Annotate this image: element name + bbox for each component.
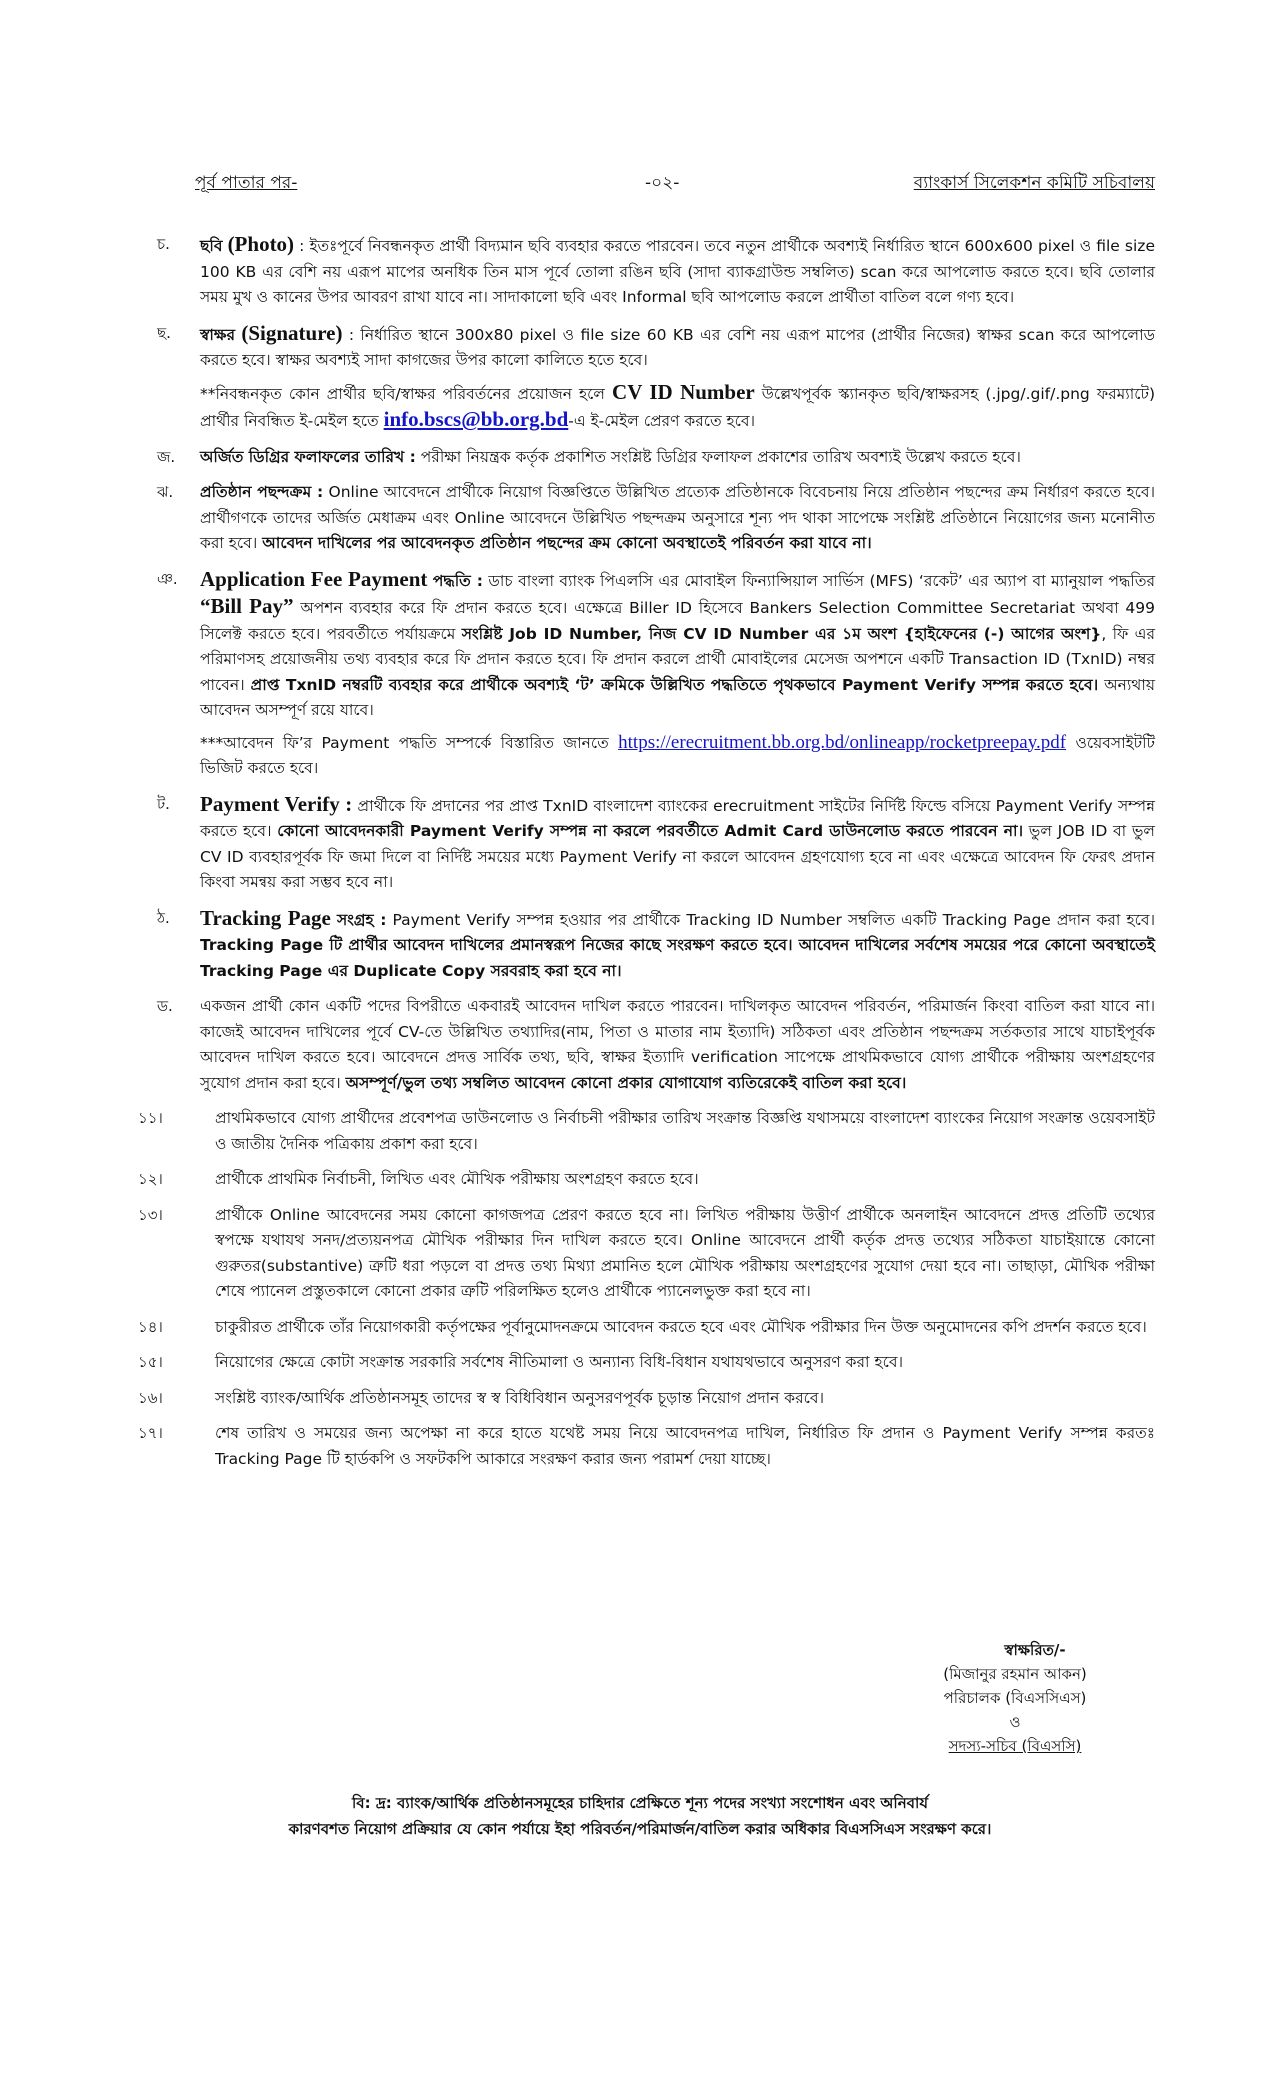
item-number: ১৫। bbox=[138, 1353, 163, 1371]
item-title: ছবি bbox=[200, 237, 223, 255]
list-item-14: ১৪। চাকুরীরত প্রার্থীকে তাঁর নিয়োগকারী কর্তৃপক্ষের পূর্বানুমোদনক্রমে আবেদন করতে হবে এবং মৌখিক পরীক্ষার দিন উক্ত অনুমোদনের কপি প্রদর্শন করতে হবে। bbox=[155, 1315, 1155, 1341]
item-marker: ড. bbox=[157, 997, 173, 1015]
item-marker: ঞ. bbox=[157, 569, 178, 588]
item-bold-text: আবেদন দাখিলের পর আবেদনকৃত প্রতিষ্ঠান পছন্দের ক্রম কোনো অবস্থাতেই পরিবর্তন করা যাবে না। bbox=[262, 534, 872, 552]
rocket-payment-guide-link[interactable]: https://erecruitment.bb.org.bd/onlineapp/rocketpreepay.pdf bbox=[618, 731, 1067, 753]
item-title-en: Payment Verify : bbox=[200, 791, 353, 816]
item-marker: ছ. bbox=[157, 323, 171, 342]
footer-note-line-2: কারণবশত নিয়োগ প্রক্রিয়ার যে কোন পর্যায়ে ইহা পরিবর্তন/পরিমার্জন/বাতিল করার অধিকার বিএসসিএস সংরক্ষণ করে। bbox=[288, 1820, 992, 1838]
list-item-payment-verify: ট. Payment Verify : প্রার্থীকে ফি প্রদানের পর প্রাপ্ত TxnID বাংলাদেশ ব্যাংকের erecruitment সাইটের নির্দিষ্ট ফিল্ডে বসিয়ে Payment Verify সম্পন্ন করতে হবে। কোনো আবেদনকারী Payment Verify সম্পন্ন না করলে পরবর্তীতে Admit Card ডাউনলোড করতে পারবেন না। ভুল JOB ID বা ভুল CV ID ব্যবহারপূর্বক ফি জমা দিলে বা নির্দিষ্ট সময়ের মধ্যে Payment Verify না করলে আবেদন গ্রহণযোগ্য হবে না এবং এক্ষেত্রে আবেদন ফি ফেরৎ প্রদান কিংবা সমন্বয় করা সম্ভব হবে না। bbox=[157, 791, 1155, 891]
item-title: প্রতিষ্ঠান পছন্দক্রম : bbox=[200, 483, 324, 501]
item-title-en: Tracking Page bbox=[200, 905, 331, 930]
item-title: স্বাক্ষর bbox=[200, 325, 236, 344]
list-item-17: ১৭। শেষ তারিখ ও সময়ের জন্য অপেক্ষা না করে হাতে যথেষ্ট সময় নিয়ে আবেদনপত্র দাখিল, নির্ধারিত ফি প্রদান ও Payment Verify সম্পন্ন করতঃ Tracking Page টি হার্ডকপি ও সফটকপি আকারে সংরক্ষণ করার জন্য পরামর্শ দেয়া যাচ্ছে। bbox=[155, 1421, 1155, 1472]
item-number: ১৬। bbox=[138, 1388, 163, 1407]
item-title-en: Application Fee Payment bbox=[200, 566, 428, 591]
item-number: ১৪। bbox=[138, 1317, 163, 1336]
item-title-en: (Signature) bbox=[241, 320, 343, 345]
signatory-designation: পরিচালক (বিএসসিএস) bbox=[943, 1689, 1087, 1707]
list-item-fee-payment: ঞ. Application Fee Payment পদ্ধতি : ডাচ বাংলা ব্যাংক পিএলসি এর মোবাইল ফিন্যান্সিয়াল সার্ভিস (MFS) ‘রকেট’ এর অ্যাপ বা ম্যানুয়াল পদ্ধতির “Bill Pay” অপশন ব্যবহার করে ফি প্রদান করতে হবে। এক্ষেত্রে Biller ID হিসেবে Bankers Selection Committee Secretariat অথবা 499 সিলেক্ট করতে হবে। পরবর্তীতে পর্যায়ক্রমে সংশ্লিষ্ট Job ID Number, নিজ CV ID Number এর ১ম অংশ {হাইফেনের (-) আগের অংশ}, ফি এর পরিমাণসহ প্রয়োজনীয় তথ্য ব্যবহার করে ফি প্রদান করতে হবে। ফি প্রদান করলে প্রার্থী মোবাইলের মেসেজ অপশনে একটি Transaction ID (TxnID) নম্বর পাবেন। প্রাপ্ত TxnID নম্বরটি ব্যবহার করে প্রার্থীকে অবশ্যই ‘ট’ ক্রমিকে উল্লিখিত পদ্ধতিতে পৃথকভাবে Payment Verify সম্পন্ন করতে হবে। অন্যথায় আবেদন অসম্পূর্ণ রয়ে যাবে। ***আবেদন ফি’র Payment পদ্ধতি সম্পর্কে বিস্তারিত জানতে https://erecruitment.bb.org.bd/onlineapp/rocketpreepay.pdf ওয়েবসাইটটি ভিজিট করতে হবে। bbox=[155, 567, 1155, 782]
item-title-en: (Photo) bbox=[227, 232, 295, 256]
payment-info-note: ***আবেদন ফি’র Payment পদ্ধতি সম্পর্কে বিস্তারিত জানতে https://erecruitment.bb.org.bd/onlineapp/rocketpreepay.pdf ওয়েবসাইটটি ভিজিট করতে হবে। bbox=[200, 731, 1155, 777]
list-item-photo bbox=[155, 232, 1155, 311]
item-marker: জ. bbox=[157, 447, 176, 466]
list-item-tracking-page: ঠ. Tracking Page সংগ্রহ : Payment Verify সম্পন্ন হওয়ার পর প্রার্থীকে Tracking ID Number সম্বলিত একটি Tracking Page প্রদান করা হবে। Tracking Page টি প্রার্থীর আবেদন দাখিলের প্রমানস্বরূপ নিজের কাছে সংরক্ষণ করতে হবে। আবেদন দাখিলের সর্বশেষ সময়ের পরে কোনো অবস্থাতেই Tracking Page এর Duplicate Copy সরবরাহ করা হবে না। bbox=[157, 905, 1155, 980]
list-item-signature bbox=[155, 321, 1155, 435]
item-title: অর্জিত ডিগ্রির ফলাফলের তারিখ : bbox=[200, 447, 416, 466]
item-marker: ট. bbox=[157, 794, 170, 813]
item-text: : ইতঃপূর্বে নিবন্ধনকৃত প্রার্থী বিদ্যমান ছবি ব্যবহার করতে পারবেন। তবে নতুন প্রার্থীকে অবশ্যই নির্ধারিত স্থানে 600x600 pixel ও file size 100 KB এর বেশি নয় এরূপ মাপের অনধিক তিন মাস পূর্বে তোলা রঙিন ছবি (সাদা ব্যাকগ্রাউন্ড সম্বলিত) scan করে আপলোড করতে হবে। ছবি তোলার সময় মুখ ও কানের উপর আবরণ রাখা যাবে না। সাদাকালো ছবি এবং Informal ছবি আপলোড করলে প্রার্থীতা বাতিল বলে গণ্য হবে। bbox=[200, 237, 1155, 306]
item-text: Online আবেদনে প্রার্থীকে নিয়োগ বিজ্ঞপ্তিতে উল্লিখিত প্রত্যেক প্রতিষ্ঠানকে বিবেচনায় নিয়ে প্রতিষ্ঠান পছন্দের ক্রম নির্ধারণ করতে হবে। প্রার্থীগণকে তাদের অর্জিত মেধাক্রম এবং Online আবেদনে উল্লিখিত পছন্দক্রম অনুসারে শূন্য পদ থাকা সাপেক্ষে সংশ্লিষ্ট প্রতিষ্ঠানে নিয়োগের জন্য মনোনীত করা হবে। bbox=[200, 483, 1155, 552]
continued-label: পূর্ব পাতার পর- bbox=[195, 173, 298, 193]
signed-label: স্বাক্ষরিত/- bbox=[1004, 1641, 1066, 1659]
conjunction: ও bbox=[1009, 1713, 1021, 1731]
list-item-12: ১২। প্রার্থীকে প্রাথমিক নির্বাচনী, লিখিত এবং মৌখিক পরীক্ষায় অংশগ্রহণ করতে হবে। bbox=[155, 1167, 1155, 1193]
item-marker: ঠ. bbox=[157, 908, 170, 927]
item-number: ১৩। bbox=[138, 1205, 163, 1224]
signature-block bbox=[900, 1638, 1130, 1758]
signatory-role: সদস্য-সচিব (বিএসসি) bbox=[948, 1737, 1082, 1755]
list-item-single-application: ড. একজন প্রার্থী কোন একটি পদের বিপরীতে একবারই আবেদন দাখিল করতে পারবেন। দাখিলকৃত আবেদন পরিবর্তন, পরিমার্জন কিংবা বাতিল করা যাবে না। কাজেই আবেদন দাখিলের পূর্বে CV-তে উল্লিখিত তথ্যাদির(নাম, পিতা ও মাতার নাম ইত্যাদি) সঠিকতা এবং প্রতিষ্ঠান পছন্দক্রম সর্তকতার সাথে যাচাইপূর্বক আবেদন দাখিল করতে হবে। আবেদনে প্রদত্ত সার্বিক তথ্য, ছবি, স্বাক্ষর ইত্যাদি verification সাপেক্ষে প্রাথমিকভাবে যোগ্য প্রার্থীকে পরীক্ষায় অংশগ্রহণের সুযোগ প্রদান করা হবে। অসম্পূর্ণ/ভুল তথ্য সম্বলিত আবেদন কোনো প্রকার যোগাযোগ ব্যতিরেকেই বাতিল করা হবে। bbox=[155, 994, 1155, 1096]
page-number: -০২- bbox=[645, 173, 680, 193]
signatory-name: (মিজানুর রহমান আকন) bbox=[943, 1665, 1087, 1683]
secretariat-label: ব্যাংকার্স সিলেকশন কমিটি সচিবালয় bbox=[913, 173, 1155, 193]
instructions-list bbox=[138, 232, 1155, 1482]
item-number: ১২। bbox=[138, 1170, 163, 1188]
item-number: ১১। bbox=[138, 1109, 163, 1127]
signature-change-note: **নিবন্ধনকৃত কোন প্রার্থীর ছবি/স্বাক্ষর পরিবর্তনের প্রয়োজন হলে CV ID Number উল্লেখপূর্বক স্ক্যানকৃত ছবি/স্বাক্ষরসহ (.jpg/.gif/.png ফরম্যাটে) প্রার্থীর নিবন্ধিত ই-মেইল হতে info.bscs@bb.org.bd-এ ই-মেইল প্রেরণ করতে হবে। bbox=[200, 379, 1155, 431]
list-item-16: ১৬। সংশ্লিষ্ট ব্যাংক/আর্থিক প্রতিষ্ঠানসমূহ তাদের স্ব স্ব বিধিবিধান অনুসরণপূর্বক চূড়ান্ত নিয়োগ প্রদান করবে। bbox=[155, 1386, 1155, 1412]
item-number: ১৭। bbox=[138, 1424, 163, 1442]
cv-id-number: CV ID Number bbox=[612, 379, 755, 404]
item-marker: চ. bbox=[157, 235, 170, 253]
list-item-15: ১৫। নিয়োগের ক্ষেত্রে কোটা সংক্রান্ত সরকারি সর্বশেষ নীতিমালা ও অন্যান্য বিধি-বিধান যথাযথভাবে অনুসরণ করা হবে। bbox=[155, 1350, 1155, 1376]
email-link[interactable]: info.bscs@bb.org.bd bbox=[383, 407, 569, 431]
list-item-13: ১৩। প্রার্থীকে Online আবেদনের সময় কোনো কাগজপত্র প্রেরণ করতে হবে না। লিখিত পরীক্ষায় উত্তীর্ণ প্রার্থীকে অনলাইন আবেদনে প্রদত্ত প্রতিটি তথ্যের স্বপক্ষে যথাযথ সনদ/প্রত্যয়নপত্র মৌখিক পরীক্ষার দিন দাখিল করতে হবে। Online আবেদনে প্রার্থী কর্তৃক প্রদত্ত তথ্যের সঠিকতা যাচাইয়ান্তে কোনো গুরুতর(substantive) ত্রুটি ধরা পড়লে বা প্রদত্ত তথ্য মিথ্যা প্রমানিত হলে মৌখিক পরীক্ষায় অংশগ্রহণের সুযোগ দেয়া হবে না। তাছাড়া, মৌখিক পরীক্ষা শেষে প্যানেল প্রস্তুতকালে কোনো প্রকার ত্রুটি পরিলক্ষিত হলেও প্রার্থীকে প্যানেলভুক্ত করা হবে না। bbox=[155, 1203, 1155, 1305]
page-header bbox=[195, 170, 1155, 200]
item-text: : নির্ধারিত স্থানে 300x80 pixel ও file size 60 KB এর বেশি নয় এরূপ মাপের (প্রার্থীর নিজের) স্বাক্ষর scan করে আপলোড করতে হবে। স্বাক্ষর অবশ্যই সাদা কাগজের উপর কালো কালিতে হতে হবে। bbox=[200, 325, 1155, 369]
list-item-institution-preference bbox=[155, 480, 1155, 557]
item-title: পদ্ধতি : bbox=[432, 571, 483, 590]
item-text: পরীক্ষা নিয়ন্ত্রক কর্তৃক প্রকাশিত সংশ্লিষ্ট ডিগ্রির ফলাফল প্রকাশের তারিখ অবশ্যই উল্লেখ করতে হবে। bbox=[420, 447, 1021, 466]
bill-pay-label: “Bill Pay” bbox=[200, 594, 294, 618]
list-item-11: ১১। প্রাথমিকভাবে যোগ্য প্রার্থীদের প্রবেশপত্র ডাউনলোড ও নির্বাচনী পরীক্ষার তারিখ সংক্রান্ত বিজ্ঞপ্তি যথাসময়ে বাংলাদেশ ব্যাংকের নিয়োগ সংক্রান্ত ওয়েবসাইট ও জাতীয় দৈনিক পত্রিকায় প্রকাশ করা হবে। bbox=[155, 1106, 1155, 1157]
footer-note-line-1: বি: দ্র: ব্যাংক/আর্থিক প্রতিষ্ঠানসমূহের চাহিদার প্রেক্ষিতে শূন্য পদের সংখ্যা সংশোধন এবং অনিবার্য bbox=[351, 1794, 929, 1812]
footer-note bbox=[200, 1790, 1080, 1842]
list-item-result-date bbox=[155, 445, 1155, 471]
item-title: সংগ্রহ : bbox=[336, 910, 387, 929]
item-marker: ঝ. bbox=[157, 483, 174, 501]
